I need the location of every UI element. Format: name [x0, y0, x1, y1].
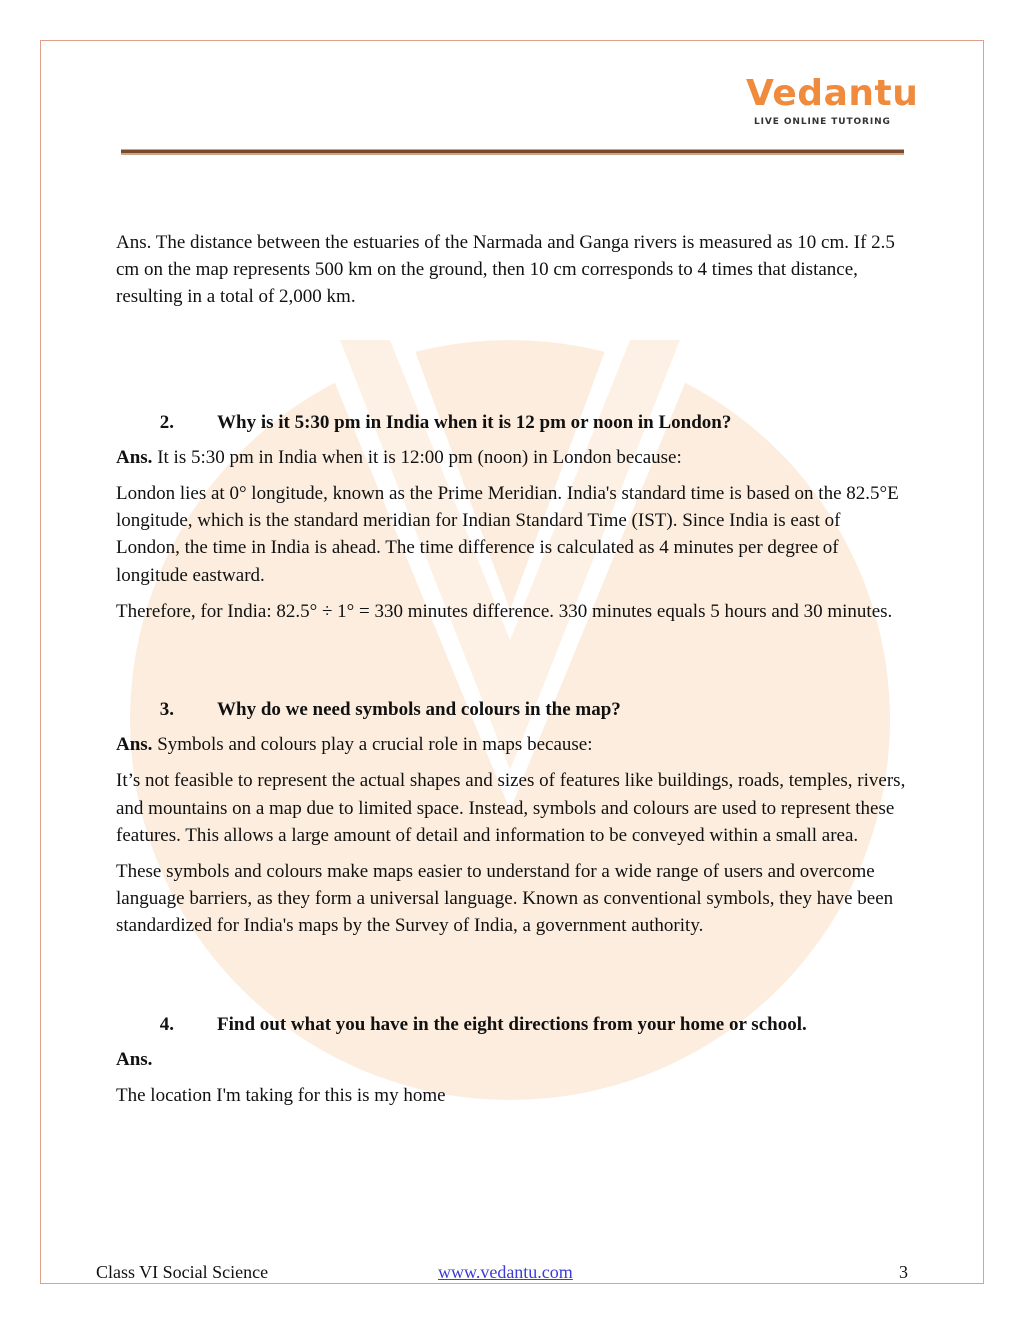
answer-label: Ans.	[116, 734, 153, 756]
header-divider	[121, 149, 904, 155]
question-number: 2.	[159, 411, 174, 433]
intro-answer: Ans. The distance between the estuaries of the Narmada and Ganga rivers is measured as 10 cm. If 2.5 cm on the map represents 500 km on the ground, then 10 cm corresponds to 4 times that distance, resulting in a total of 2,000 km.	[116, 232, 895, 308]
answer-paragraph: It’s not feasible to represent the actual shapes and sizes of features like buildings, roads, temples, rivers, and mountains on a map due to limited space. Instead, symbols and colours are used to represent these features. This allows a large amount of detail and information to be conveyed within a small area.	[116, 770, 906, 846]
question-block-4	[116, 1011, 906, 1110]
question-heading	[116, 696, 906, 723]
question-heading	[116, 1011, 906, 1038]
page-footer	[96, 1262, 916, 1286]
page-number: 3	[899, 1262, 908, 1282]
logo-tagline: LIVE ONLINE TUTORING	[754, 117, 891, 127]
answer-paragraph: These symbols and colours make maps easier to understand for a wide range of users and overcome language barriers, as they form a universal language. Known as conventional symbols, they have been standardized for India's maps by the Survey of India, a government authority.	[116, 861, 894, 937]
answer-lead	[116, 444, 906, 471]
answer-lead-text: It is 5:30 pm in India when it is 12:00 pm (noon) in London because:	[152, 446, 682, 468]
question-text: Find out what you have in the eight directions from your home or school.	[217, 1013, 807, 1035]
document-body	[116, 229, 906, 1109]
footer-subject: Class VI Social Science	[96, 1262, 269, 1282]
footer-website-link[interactable]: www.vedantu.com	[438, 1262, 573, 1282]
question-block-2	[116, 409, 906, 625]
question-text: Why do we need symbols and colours in the map?	[217, 699, 621, 721]
vedantu-logo	[744, 73, 919, 134]
question-text: Why is it 5:30 pm in India when it is 12 pm or noon in London?	[217, 411, 732, 433]
answer-paragraph: The location I'm taking for this is my home	[116, 1085, 446, 1107]
question-number: 3.	[159, 699, 174, 721]
question-block-3	[116, 696, 906, 940]
answer-lead	[116, 1046, 906, 1073]
answer-lead-text: Symbols and colours play a crucial role in maps because:	[152, 734, 593, 756]
answer-label: Ans.	[116, 1048, 153, 1070]
answer-lead	[116, 731, 906, 758]
answer-label: Ans.	[116, 446, 153, 468]
answer-paragraph: London lies at 0° longitude, known as the Prime Meridian. India's standard time is based on the 82.5°E longitude, which is the standard meridian for Indian Standard Time (IST). Since India is east of London, the time in India is ahead. The time difference is calculated as 4 minutes per degree of longitude eastward.	[116, 483, 899, 586]
answer-paragraph: Therefore, for India: 82.5° ÷ 1° = 330 minutes difference. 330 minutes equals 5 hours and 30 minutes.	[116, 600, 893, 622]
question-heading	[116, 409, 906, 436]
logo-wordmark: Vedantu	[746, 73, 919, 114]
question-number: 4.	[159, 1013, 174, 1035]
